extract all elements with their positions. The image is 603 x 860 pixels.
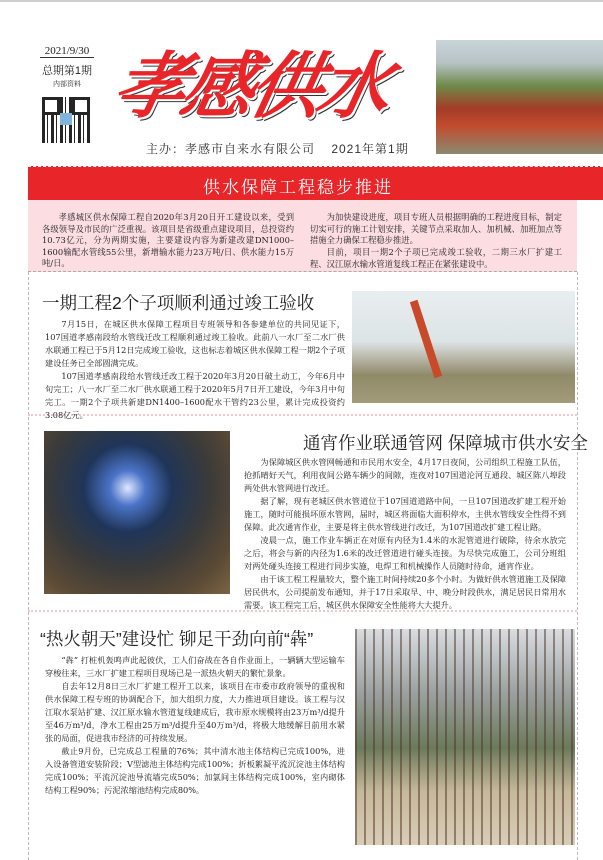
article-3-title: “热火朝天”建设忙 铆足干劲向前“犇” — [40, 629, 314, 649]
intro-box — [28, 200, 577, 272]
top-rule — [0, 0, 603, 2]
qr-code-icon — [42, 97, 90, 143]
intro-left: 孝感城区供水保障工程自2020年3月20日开工建设以来，受到各级领导及市民的广泛重视。该项目是省级重点建设项目，总投资约10.73亿元，分为两期实施，主要建设内容为新建改建DN1000–1600输配水管线55公里，新增输水能力23万吨/日、供水能力15万吨/日。 — [42, 212, 294, 268]
article-2-body — [244, 456, 566, 612]
article-3-body — [45, 654, 345, 797]
banner-title: 供水保障工程稳步推进 — [203, 178, 393, 197]
paragraph: 截止9月份，已完成总工程量的76%；其中清水池主体结构已完成100%，进入设备管道安装阶段；V型滤池主体结构完成100%；折板絮凝平流沉淀池主体结构完成100%；平流沉淀池导流墙完成50%；加氯间主体结构完成100%，室内砌体结构工程90%；污泥浓缩池结构完成80%。 — [45, 746, 345, 795]
issue-number: 总期第1期 — [41, 65, 93, 77]
paragraph: 107国道孝感南段给水管线迁改工程于2020年3月20日破土动工，今年6月中旬完工；八一水厂至二水厂供水联通工程于2020年5月7日开工建设，今年3月中旬完工。一期2个子项共新建DN1400–1600配水干管约23公里，累计完成投资约3.08亿元。 — [45, 371, 345, 420]
sponsor-line: 主办：孝感市自来水有限公司 2021年第1期 — [146, 142, 409, 156]
paragraph: 7月15日，在城区供水保障工程项目专班领导和各参建单位的共同见证下，107国道孝感南段给水管线迁改工程顺利通过竣工验收。此前八一水厂至二水厂供水联通工程已于5月12日完成竣工验收，这也标志着城区供水保障工程一期2个子项建设任务已全部圆满完成。 — [45, 319, 345, 368]
banner — [28, 166, 603, 200]
right-border — [577, 272, 578, 860]
issue-date: 2021/9/30 — [40, 45, 94, 58]
left-border — [28, 272, 29, 860]
paragraph: 由于该工程工程量较大，整个施工时间持续20多个小时。为做好供水管道施工及保障居民供水，公司提前发布通知，并于17日采取早、中、晚分时段供水，满足居民日常用水需要。该工程完工后，城区供水保障安全性能将大大提升。 — [244, 574, 566, 610]
article-2-photo — [44, 431, 230, 594]
article-1-title: 一期工程2个子项顺利通过竣工验收 — [42, 293, 315, 313]
paragraph: 凌晨一点，施工作业车辆正在对原有内径为1.4米的水泥管道进行破除，待余水放完之后，将会与新的内径为1.6米的改迁管道进行碰头连接。为尽快完成施工，公司分班组对两处碰头连接工程进行同步实施，电焊工和机械操作人员随时待命，通宵作业。 — [244, 535, 566, 571]
article-3-photo — [355, 629, 575, 845]
article-1-photo — [352, 291, 575, 403]
paragraph: 据了解，现有老城区供水管道位于107国道道路中间，一旦107国道改扩建工程开始施工，随时可能损坏原水管网，届时，城区将面临大面积停水，主供水管线安全性得不到保障。此次通宵作业，主要是将主供水管线进行改迁，为107国道改扩建工程让路。 — [244, 496, 566, 532]
intro-right-2: 目前，项目一期2个子项已完成竣工验收，二期三水厂扩建工程、汉江原水输水管道复线工程正在紧张建设中。 — [310, 247, 562, 269]
article-2-title: 通宵作业联通管网 保障城市供水安全 — [303, 433, 588, 453]
masthead-photo — [436, 40, 603, 154]
internal-label: 内部资料 — [53, 81, 81, 88]
masthead-logo: 孝感供水 — [106, 43, 397, 128]
article-1-body — [45, 318, 345, 422]
paragraph: “犇” 打桩机轰鸣声此起彼伏，工人们奋战在各自作业面上，一辆辆大型运输车穿梭往来，三水厂扩建工程项目现场已是一派热火朝天的繁忙景象。 — [45, 655, 345, 678]
intro-right-1: 为加快建设进度，项目专班人员根据明确的工程进度目标，制定切实可行的施工计划安排，关键节点采取加人、加机械、加班加点等措施全力确保工程稳步推进。 — [310, 212, 562, 245]
paragraph: 为保障城区供水管网畅通和市民用水安全，4月17日夜间，公司组织工程施工队伍，抢抓晴好天气，利用夜间公路车辆少的间隙，连夜对107国道沦河互通段、城区陈八埠段两处供水管网进行改迁。 — [244, 457, 566, 493]
paragraph: 自去年12月8日三水厂扩建工程开工以来，该项目在市委市政府领导的重视和供水保障工程专班的协调配合下，加大组织力度，大力推进项目建设。该工程与汉江取水泵站扩建、汉江原水输水管道复线建成后，我市原水规模将由23万m³/d提升至46万m³/d，净水工程由25万m³/d提升至40万m³/d，将极大地缓解目前用水紧张的局面，促进我市经济的可持续发展。 — [45, 681, 345, 743]
